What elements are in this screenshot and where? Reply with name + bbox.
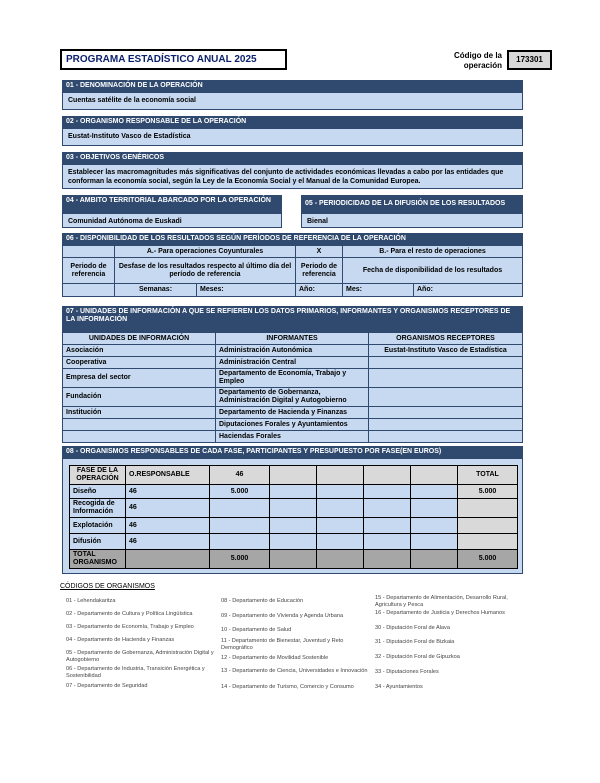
section-07	[62, 306, 523, 443]
section-03	[62, 152, 523, 189]
code-label: Código de la operación	[454, 51, 502, 70]
total-organismo-total: 5.000	[458, 550, 518, 569]
anio-label-2: Año:	[414, 284, 523, 297]
table-row: Cooperativa Administración Central	[63, 357, 523, 369]
section-03-value: Establecer las macromagnitudes más significativas del conjunto de actividades económicas llevadas a cabo por las entidades que conforman la economía social, según la Ley de la Economía Social y el Manual de la Comunidad Europea.	[62, 164, 523, 189]
section-02-value: Eustat-Instituto Vasco de Estadística	[62, 128, 523, 146]
periodo-referencia-b: Periodo de referencia	[296, 258, 343, 284]
list-item: 12 - Departamento de Movilidad Sostenible	[221, 655, 329, 661]
list-item: 05 - Departamento de Gobernanza, Administración Digital y Autogobierno	[66, 650, 214, 663]
list-item: 34 - Ayuntamientos	[375, 684, 423, 690]
section-08	[62, 446, 523, 574]
list-item: 13 - Departamento de Ciencia, Universidades e Innovación	[221, 668, 368, 674]
receptores-header: ORGANISMOS RECEPTORES	[369, 333, 523, 345]
list-item: 33 - Diputaciones Forales	[375, 669, 439, 675]
responsable-header: O.RESPONSABLE	[126, 466, 210, 485]
list-item: 32 - Diputación Foral de Gipuzkoa	[375, 654, 460, 660]
list-item: 10 - Departamento de Salud	[221, 627, 292, 633]
table-row: Explotación 46	[70, 518, 518, 534]
coyunturales-mark: X	[296, 246, 343, 258]
list-item: 31 - Diputación Foral de Bizkaia	[375, 639, 455, 645]
list-item: 06 - Departamento de Industria, Transición Energética y Sostenibilidad	[66, 666, 205, 679]
list-item: 15 - Departamento de Alimentación, Desarrollo Rural, Agricultura y Pesca	[375, 595, 508, 608]
table-row: Institución Departamento de Hacienda y Finanzas	[63, 407, 523, 419]
semanas-label: Semanas:	[115, 284, 197, 297]
codes-column-2	[221, 598, 369, 699]
page-title: PROGRAMA ESTADÍSTICO ANUAL 2025	[60, 49, 287, 70]
unidades-header: UNIDADES DE INFORMACIÓN	[63, 333, 216, 345]
table-row: Asociación Administración Autonómica Eustat-Instituto Vasco de Estadística	[63, 345, 523, 357]
codes-title: CÓDIGOS DE ORGANISMOS	[60, 583, 155, 590]
table-row: Empresa del sector Departamento de Economía, Trabajo y Empleo	[63, 369, 523, 388]
section-02-heading: 02 - ORGANISMO RESPONSABLE DE LA OPERACIÓN	[62, 116, 523, 128]
section-07-heading: 07 - UNIDADES DE INFORMACIÓN A QUE SE REFIEREN LOS DATOS PRIMARIOS, INFORMANTES Y ORGANISMOS RECEPTORES DE LA INFORMACIÓN	[62, 306, 523, 332]
section-08-heading: 08 - ORGANISMOS RESPONSABLES DE CADA FASE, PARTICIPANTES Y PRESUPUESTO POR FASE(EN EUROS)	[62, 446, 523, 458]
list-item: 16 - Departamento de Justicia y Derechos Humanos	[375, 610, 505, 616]
section-06-heading: 06 - DISPONIBILIDAD DE LOS RESULTADOS SEGÚN PERÍODOS DE REFERENCIA DE LA OPERACIÓN	[62, 233, 523, 245]
list-item: 03 - Departamento de Economía, Trabajo y Empleo	[66, 624, 194, 630]
section-05-value: Bienal	[301, 213, 523, 228]
informantes-header: INFORMANTES	[216, 333, 369, 345]
section-05-heading: 05 - PERIODICIDAD DE LA DIFUSIÓN DE LOS RESULTADOS	[301, 195, 523, 213]
list-item: 30 - Diputación Foral de Alava	[375, 625, 450, 631]
total-organismo-value: 5.000	[210, 550, 270, 569]
section-01-heading: 01 - DENOMINACIÓN DE LA OPERACIÓN	[62, 80, 523, 92]
section-04	[62, 195, 282, 228]
codes-column-3	[375, 595, 515, 697]
table-row: Diputaciones Forales y Ayuntamientos	[63, 419, 523, 431]
list-item: 04 - Departamento de Hacienda y Finanzas	[66, 637, 175, 643]
periodo-referencia-a: Periodo de referencia	[63, 258, 115, 284]
section-01	[62, 80, 523, 110]
section-03-heading: 03 - OBJETIVOS GENÉRICOS	[62, 152, 523, 164]
anio-label-1: Año:	[296, 284, 343, 297]
total-header: TOTAL	[458, 466, 518, 485]
codes-column-1	[66, 598, 214, 696]
mes-label: Mes:	[343, 284, 414, 297]
desfase-label: Desfase de los resultados respecto al último día del período de referencia	[115, 258, 296, 284]
list-item: 09 - Departamento de Vivienda y Agenda Urbana	[221, 613, 344, 619]
resto-label: B.- Para el resto de operaciones	[343, 246, 523, 258]
table-row: Fundación Departamento de Gobernanza, Administración Digital y Autogobierno	[63, 388, 523, 407]
fase-header: FASE DE LA OPERACIÓN	[70, 466, 126, 485]
table-row: Diseño 46 5.000 5.000	[70, 485, 518, 499]
table-row: Haciendas Forales	[63, 431, 523, 443]
org-code-header: 46	[210, 466, 270, 485]
list-item: 02 - Departamento de Cultura y Política Lingüística	[66, 611, 193, 617]
meses-label: Meses:	[197, 284, 296, 297]
list-item: 08 - Departamento de Educación	[221, 598, 304, 604]
section-08-table	[69, 465, 518, 569]
table-row: Difusión 46	[70, 534, 518, 550]
list-item: 01 - Lehendakaritza	[66, 598, 116, 604]
section-06-table	[62, 245, 523, 297]
list-item: 14 - Departamento de Turismo, Comercio y Consumo	[221, 684, 354, 690]
total-row	[70, 550, 518, 569]
section-02	[62, 116, 523, 146]
list-item: 07 - Departamento de Seguridad	[66, 683, 148, 689]
fecha-disponibilidad-label: Fecha de disponibilidad de los resultados	[343, 258, 523, 284]
table-row: Recogida de Información 46	[70, 499, 518, 518]
section-01-value: Cuentas satélite de la economía social	[62, 92, 523, 110]
section-05	[301, 195, 523, 228]
code-value: 173301	[507, 50, 552, 70]
total-organismo-label: TOTAL ORGANISMO	[70, 550, 126, 569]
coyunturales-label: A.- Para operaciones Coyunturales	[115, 246, 296, 258]
section-07-table	[62, 332, 523, 443]
list-item: 11 - Departamento de Bienestar, Juventud y Reto Demográfico	[221, 638, 344, 651]
section-04-value: Comunidad Autónoma de Euskadi	[62, 213, 282, 228]
section-06	[62, 233, 523, 297]
section-04-heading: 04 - AMBITO TERRITORIAL ABARCADO POR LA OPERACIÓN	[62, 195, 282, 213]
